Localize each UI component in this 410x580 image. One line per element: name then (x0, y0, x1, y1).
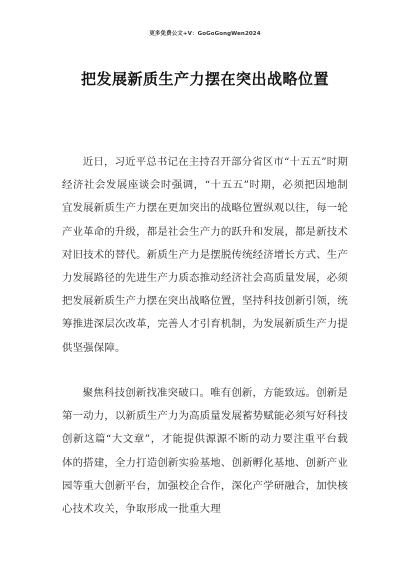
paragraph-1: 近日，习近平总书记在主持召开部分省区市“十五五”时期经济社会发展座谈会时强调，“十五五”时期，必须把因地制宜发展新质生产力摆在更加突出的战略位置纵观以往，每一轮产业革命的升级，都是社会生产力的跃升和发展，都是新技术对旧技术的替代。新质生产力是摆脱传统经济增长方式、生产力发展路径的先进生产力质态推动经济社会高质量发展，必须把发展新质生产力摆在突出战略位置，坚持科技创新引领，统筹推进深层次改革，完善人才引育机制，为发展新质生产力提供坚强保障。 (62, 156, 348, 354)
document-title: 把发展新质生产力摆在突出战略位置 (80, 70, 329, 88)
header-note: 更多免费公文+V：GoGoGongWen2024 (149, 31, 261, 37)
paragraph-2: 聚焦科技创新找准突破口。唯有创新，方能致远。创新是第一动力，以新质生产力为高质量发展蓄势赋能必须写好科技创新这篇“大文章”，才能提供源源不断的动力要注重平台载体的搭建，全力打造创新实验基地、创新孵化基地、创新产业园等重大创新平台，加强校企合作，深化产学研融合，加快核心技术攻关，争取形成一批重大理 (62, 387, 348, 516)
